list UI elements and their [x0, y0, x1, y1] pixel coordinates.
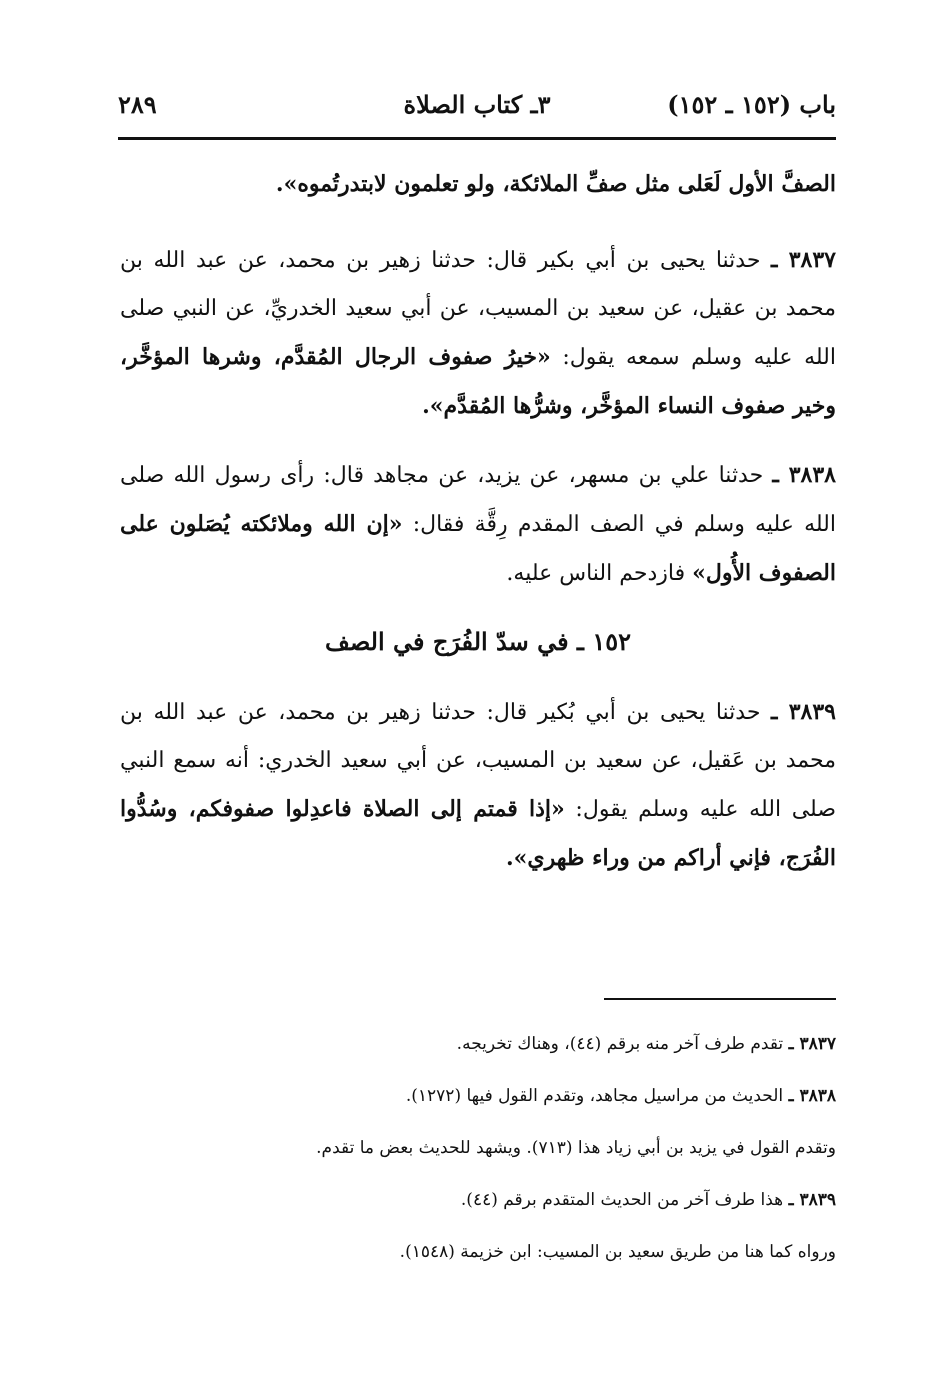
continuation-text: الصفَّ الأول لَعَلى مثل صفِّ الملائكة، ولو تعلمون لابتدرتُموه».: [275, 171, 836, 197]
footnote-3837: [140, 1018, 836, 1070]
hadith-number: ٣٨٣٩ ـ: [771, 699, 836, 725]
hadith-number: ٣٨٣٨ ـ: [772, 462, 836, 488]
header-rule: [118, 137, 836, 140]
footnote-rule: [604, 998, 836, 1000]
book-title: ٣ـ كتاب الصلاة: [403, 90, 551, 119]
hadith-3837: [120, 236, 836, 431]
section-heading: ١٥٢ ـ في سدّ الفُرَج في الصف: [325, 627, 631, 656]
footnote-number: ٣٨٣٩ ـ: [788, 1190, 836, 1210]
footnote-3838-continued: [140, 1122, 836, 1174]
running-header: [118, 90, 836, 130]
footnote-3839: [140, 1174, 836, 1226]
hadith-text: «خيرُ صفوف الرجال المُقدَّم، وشرها المؤخَّر، وخير صفوف النساء المؤخَّر، وشرُّها المُقدَّم».: [120, 344, 836, 419]
footnote-3839-continued: [140, 1226, 836, 1278]
footnote-text: وتقدم القول في يزيد بن أبي زياد هذا (٧١٣). ويشهد للحديث بعض ما تقدم.: [316, 1138, 836, 1158]
footnotes: [140, 1018, 836, 1278]
footnote-text: تقدم طرف آخر منه برقم (٤٤)، وهناك تخريجه.: [456, 1034, 789, 1054]
footnote-text: هذا طرف آخر من الحديث المتقدم برقم (٤٤).: [460, 1190, 789, 1210]
footnote-number: ٣٨٣٧ ـ: [788, 1034, 836, 1054]
hadith-tail: فازدحم الناس عليه.: [506, 561, 693, 586]
chapter-range: باب (١٥٢ ـ ١٥٢): [667, 90, 836, 119]
hadith-chain: حدثنا يحيى بن أبي بُكير قال: حدثنا زهير بن محمد، عن عبد الله بن محمد بن عَقيل، عن سعيد بن المسيب، عن أبي سعيد الخدري: أنه سمع النبي صلى الله عليه وسلم يقول:: [120, 700, 836, 822]
page-number: ٢٨٩: [118, 90, 157, 119]
footnote-3838: [140, 1070, 836, 1122]
hadith-text: «إن الله وملائكته يُصَلون على الصفوف الأُول»: [120, 511, 836, 586]
footnote-number: ٣٨٣٨ ـ: [788, 1086, 836, 1106]
hadith-3838: [120, 451, 836, 598]
hadith-number: ٣٨٣٧ ـ: [771, 247, 836, 273]
footnote-text: ورواه كما هنا من طريق سعيد بن المسيب: ابن خزيمة (١٥٤٨).: [399, 1242, 836, 1262]
hadith-text: «إذا قمتم إلى الصلاة فاعدِلوا صفوفكم، وسُدُّوا الفُرَج، فإني أراكم من وراء ظهري».: [120, 796, 836, 871]
main-text: [120, 160, 836, 903]
footnote-text: الحديث من مراسيل مجاهد، وتقدم القول فيها (١٢٧٢).: [405, 1086, 789, 1106]
hadith-chain: حدثنا علي بن مسهر، عن يزيد، عن مجاهد قال: رأى رسول الله صلى الله عليه وسلم في الصف المقدم رِقَّة فقال:: [120, 463, 837, 537]
hadith-3839: [120, 688, 836, 883]
hadith-chain: حدثنا يحيى بن أبي بكير قال: حدثنا زهير بن محمد، عن عبد الله بن محمد بن عقيل، عن سعيد بن المسيب، عن أبي سعيد الخدريِّ، عن النبي صلى الله عليه وسلم سمعه يقول:: [120, 248, 836, 370]
